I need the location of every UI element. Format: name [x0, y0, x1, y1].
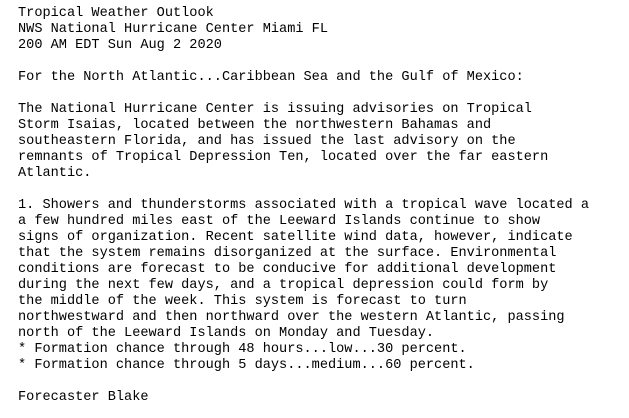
intro-line: Storm Isaias, located between the northwestern Bahamas and [18, 118, 492, 133]
item-1-line: that the system remains disorganized at the surface. Environmental [18, 246, 557, 261]
spacer [18, 374, 629, 390]
intro-line: southeastern Florida, and has issued the last advisory on the [18, 134, 516, 149]
intro-line: The National Hurricane Center is issuing advisories on Tropical [18, 102, 532, 117]
issuing-office: NWS National Hurricane Center Miami FL [18, 22, 328, 37]
item-1-line: northwestward and then northward over the western Atlantic, passing [18, 310, 565, 325]
formation-chance-5d: * Formation chance through 5 days...medium...60 percent. [18, 358, 475, 373]
issue-time: 200 AM EDT Sun Aug 2 2020 [18, 38, 222, 53]
item-1-paragraph [18, 198, 629, 374]
document-title: Tropical Weather Outlook [18, 6, 214, 21]
spacer [18, 54, 629, 70]
item-1-line: conditions are forecast to be conducive for additional development [18, 262, 557, 277]
region-line: For the North Atlantic...Caribbean Sea and the Gulf of Mexico: [18, 70, 524, 85]
formation-chance-48h: * Formation chance through 48 hours...low...30 percent. [18, 342, 467, 357]
item-1-line: signs of organization. Recent satellite wind data, however, indicate [18, 230, 573, 245]
item-1-line: 1. Showers and thunderstorms associated with a tropical wave located a [18, 198, 590, 213]
intro-line: Atlantic. [18, 166, 92, 181]
forecaster-signature: Forecaster Blake [18, 390, 149, 405]
item-1-line: during the next few days, and a tropical depression could form by [18, 278, 549, 293]
item-1-line: north of the Leeward Islands on Monday and Tuesday. [18, 326, 435, 341]
spacer [18, 86, 629, 102]
item-1-line: the middle of the week. This system is forecast to turn [18, 294, 467, 309]
item-1-line: a few hundred miles east of the Leeward Islands continue to show [18, 214, 541, 229]
spacer [18, 182, 629, 198]
intro-line: remnants of Tropical Depression Ten, located over the far eastern [18, 150, 549, 165]
intro-paragraph [18, 102, 629, 182]
